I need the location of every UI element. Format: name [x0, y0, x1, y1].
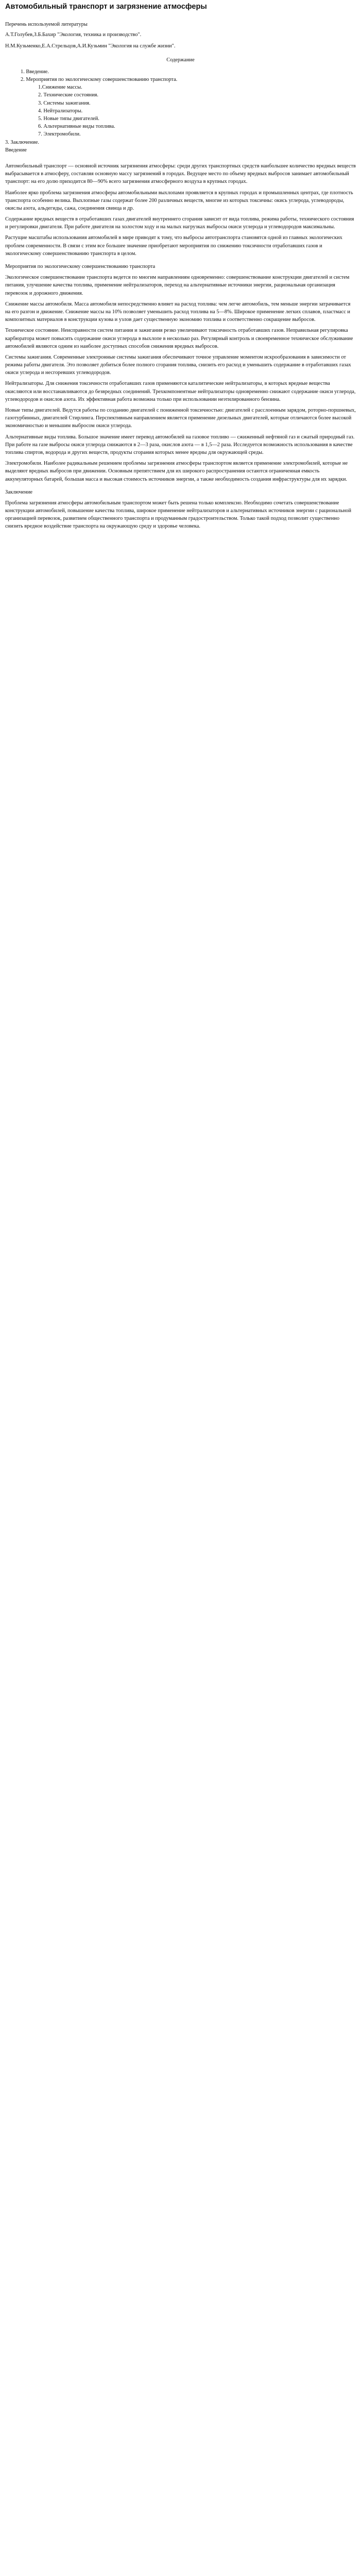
toc-list	[5, 68, 356, 154]
paragraph: Альтернативные виды топлива. Большое значение имеет перевод автомобилей на газовое топливо — сжиженный нефтяной газ и сжатый природный газ. При работе на газе выбросы окиси углерода снижаются в 2—3 раза, окислов азота — в 1,5—2 раза. Исследуется возможность использования в качестве топлива спиртов, водорода и других веществ, продукты сгорания которых менее вредны для окружающей среды.	[5, 434, 355, 455]
toc-item: 3. Системы зажигания.	[38, 100, 91, 106]
paragraph: Автомобильный транспорт — основной источник загрязнения атмосферы: среди других транспортных средств наибольшее количество вредных веществ выбрасывается в атмосферу, составляя основную массу загрязнений в городах. Ведущее место по объему вредных выбросов занимает автомобильный транспорт: на его долю приходится 80—90% всего загрязнения атмосферного воздуха в крупных городах.	[5, 163, 356, 185]
references-block	[5, 21, 356, 50]
toc-item: 2. Мероприятия по экологическому совершенствованию транспорта.	[21, 77, 178, 83]
references-heading: Перечень используемой литературы	[5, 22, 88, 28]
toc-item: 2. Технические состояния.	[38, 92, 99, 98]
introduction-body	[5, 162, 356, 258]
table-of-contents	[5, 56, 356, 154]
toc-item: 1. Введение.	[21, 69, 49, 75]
page-title: Автомобильный транспорт и загрязнение атмосферы	[5, 3, 207, 11]
reference-item: А.Т.Голубев,З.Б.Бахир "Экология, техника и производство".	[5, 32, 142, 38]
toc-item: 6. Альтернативные виды топлива.	[38, 124, 115, 130]
section-heading: Мероприятия по экологическому совершенствованию транспорта	[5, 264, 156, 270]
paragraph: Экологическое совершенствование транспорта ведется по многим направлениям одновременно: совершенствование конструкции двигателей и систем питания, улучшение качества топлива, применение нейтрализаторов, переход на альтернативные источники энергии, рациональная организация перевозок и дорожного движения.	[5, 275, 350, 296]
paragraph: Проблема загрязнения атмосферы автомобильным транспортом может быть решена только комплексно. Необходимо сочетать совершенствование конструкции автомобилей, повышение качества топлива, широкое применение нейтрализаторов и альтернативных источников энергии с рациональной организацией перевозок, развитием общественного транспорта и продуманным градостроительством. Только такой подход позволит существенно снизить вредное воздействие транспорта на окружающую среду и здоровье человека.	[5, 500, 352, 530]
paragraph: Техническое состояние. Неисправности систем питания и зажигания резко увеличивают токсичность отработавших газов. Неправильная регулировка карбюратора может повысить содержание окиси углерода в выхлопе в несколько раз. Регулярный контроль и своевременное техническое обслуживание автомобилей являются одним из наиболее доступных способов снижения вредных выбросов.	[5, 328, 353, 349]
toc-item: 3. Заключение.	[5, 139, 39, 145]
toc-item: 4. Нейтрализаторы.	[38, 108, 83, 114]
paragraph: Электромобили. Наиболее радикальным решением проблемы загрязнения атмосферы транспортом является применение электромобилей, которые не выделяют вредных выбросов при движении. Основным препятствием для их широкого распространения остаются ограниченная емкость аккумуляторных батарей, большая масса и высокая стоимость источников энергии, а также необходимость создания инфраструктуры для их зарядки.	[5, 461, 348, 482]
toc-item: 7. Электромобили.	[38, 131, 81, 138]
toc-item: Введение	[5, 147, 27, 153]
paragraph: Растущие масштабы использования автомобилей в мире приводят к тому, что выбросы автотранспорта становятся одной из главных экологических проблем современности. В связи с этим все большее значение приобретают мероприятия по снижению токсичности отработавших газов и экологическому совершенствованию транспорта в целом.	[5, 235, 342, 257]
toc-item: 5. Новые типы двигателей.	[38, 116, 99, 122]
toc-item: 1.Снижение массы.	[38, 84, 82, 91]
paragraph: Нейтрализаторы. Для снижения токсичности отработавших газов применяются каталитические нейтрализаторы, в которых вредные вещества окисляются или восстанавливаются до безвредных соединений. Трехкомпонентные нейтрализаторы одновременно снижают содержание окиси углерода, углеводородов и окислов азота. Их эффективная работа возможна только при использовании неэтилированного бензина.	[5, 381, 356, 402]
paragraph: Системы зажигания. Современные электронные системы зажигания обеспечивают точное управление моментом искрообразования в зависимости от режима работы двигателя. Это позволяет добиться более полного сгорания топлива, снизить его расход и уменьшить содержание в отработавших газах окиси углерода и несгоревших углеводородов.	[5, 354, 351, 376]
reference-item: Н.М.Кузьменко,Е.А.Стрельцов,А.И.Кузьмин "Экология на службе жизни".	[5, 43, 176, 49]
paragraph: Снижение массы автомобиля. Масса автомобиля непосредственно влияет на расход топлива: чем легче автомобиль, тем меньше энергии затрачивается на его разгон и движение. Снижение массы на 10% позволяет уменьшить расход топлива на 5—8%. Широкое применение легких сплавов, пластмасс и композитных материалов в конструкции кузова и узлов дает существенную экономию топлива и соответственно сокращение выбросов.	[5, 301, 351, 323]
document-body	[5, 263, 356, 531]
document-page	[0, 0, 361, 544]
toc-heading: Содержание	[166, 57, 195, 63]
section-heading: Заключение	[5, 489, 32, 495]
paragraph: Наиболее ярко проблема загрязнения атмосферы автомобильными выхлопами проявляется в крупных городах и промышленных центрах, где плотность транспорта особенно велика. Выхлопные газы содержат более 200 различных веществ, многие из которых токсичны: окись углерода, углеводороды, окислы азота, альдегиды, сажа, соединения свинца и др.	[5, 190, 353, 211]
paragraph: Новые типы двигателей. Ведутся работы по созданию двигателей с пониженной токсичностью: двигателей с расслоенным зарядом, роторно-поршневых, газотурбинных, двигателей Стирлинга. Перспективным направлением является применение дизельных двигателей, которые отличаются более высокой экономичностью и меньшим выбросом окиси углерода.	[5, 408, 356, 429]
paragraph: Содержание вредных веществ в отработавших газах двигателей внутреннего сгорания зависит от вида топлива, режима работы, технического состояния и регулировки двигателя. При работе двигателя на холостом ходу и на малых нагрузках выбросы окиси углерода и углеводородов максимальны.	[5, 216, 354, 230]
